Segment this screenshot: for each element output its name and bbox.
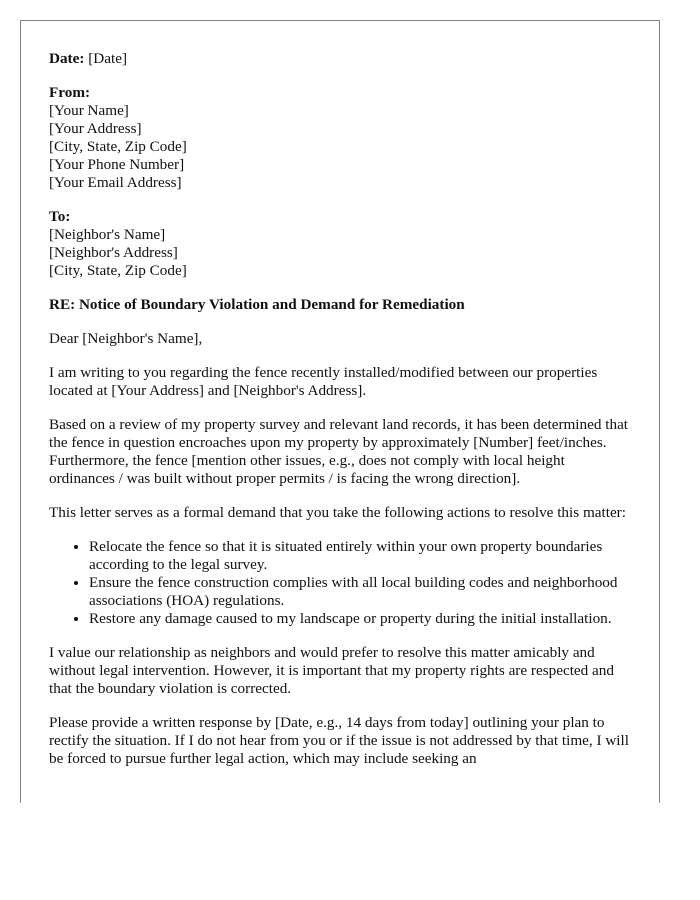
body-paragraph: I value our relationship as neighbors and would prefer to resolve this matter amicably and without legal intervention. However, it is important that my property rights are respected and that the boundary violation is corrected. xyxy=(49,644,614,697)
body-paragraph: This letter serves as a formal demand that you take the following actions to resolve this matter: xyxy=(49,504,626,521)
subject-line: RE: Notice of Boundary Violation and Demand for Remediation xyxy=(49,296,465,313)
list-item: • Restore any damage caused to my landscape or property during the initial installation. xyxy=(89,610,631,628)
recipient-address: [Neighbor's Address] xyxy=(49,244,178,261)
to-label: To: xyxy=(49,208,71,225)
recipient-name: [Neighbor's Name] xyxy=(49,226,166,243)
recipient-city-state-zip: [City, State, Zip Code] xyxy=(49,262,187,279)
date-line xyxy=(49,50,631,68)
demanded-actions-list xyxy=(49,538,631,628)
to-block xyxy=(49,208,631,280)
sender-phone: [Your Phone Number] xyxy=(49,156,185,173)
body-paragraph: Please provide a written response by [Date, e.g., 14 days from today] outlining your plan to rectify the situation. If I do not hear from you or if the issue is not addressed by that time, I will be forced to pursue further legal action, which may include seeking an xyxy=(49,714,629,767)
body-paragraph: Based on a review of my property survey and relevant land records, it has been determined that the fence in question encroaches upon my property by approximately [Number] feet/inches. Furthermore, the fence [mention other issues, e.g., does not comply with local height ordinances / was built without proper permits / is facing the wrong direction]. xyxy=(49,416,629,487)
date-value: [Date] xyxy=(88,50,128,67)
sender-address: [Your Address] xyxy=(49,120,142,137)
body-paragraph: I am writing to you regarding the fence recently installed/modified between our properties located at [Your Address] and [Neighbor's Address]. xyxy=(49,364,598,399)
sender-city-state-zip: [City, State, Zip Code] xyxy=(49,138,187,155)
from-label: From: xyxy=(49,84,91,101)
sender-email: [Your Email Address] xyxy=(49,174,182,191)
from-block xyxy=(49,84,631,192)
list-item: • Relocate the fence so that it is situated entirely within your own property boundaries according to the legal survey. xyxy=(89,538,631,574)
list-item: • Ensure the fence construction complies with all local building codes and neighborhood associations (HOA) regulations. xyxy=(89,574,631,610)
date-label: Date: xyxy=(49,50,85,67)
letter-page xyxy=(20,20,660,803)
salutation: Dear [Neighbor's Name], xyxy=(49,330,203,347)
sender-name: [Your Name] xyxy=(49,102,129,119)
